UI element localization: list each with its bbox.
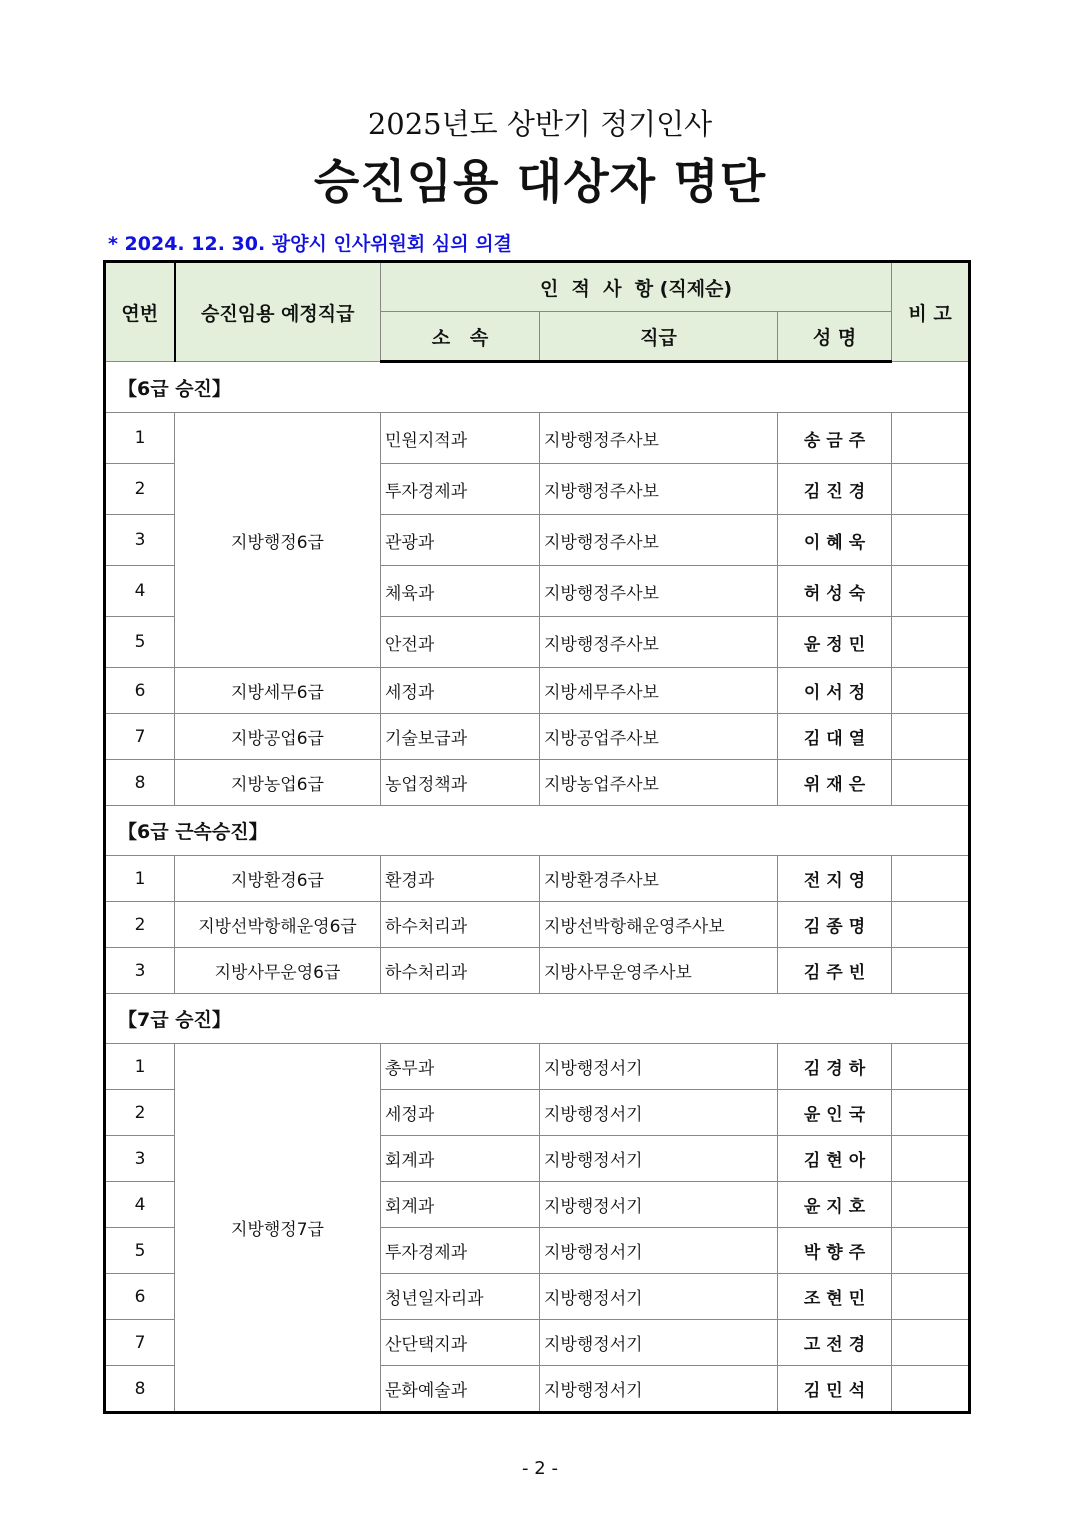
table-row [105, 413, 970, 464]
person-name: 고전경 [778, 1320, 892, 1366]
col-target-grade: 승진임용 예정직급 [175, 262, 381, 362]
table-row [105, 760, 970, 806]
department: 민원지적과 [381, 413, 540, 464]
table-row [105, 668, 970, 714]
target-grade: 지방선박항해운영6급 [175, 902, 381, 948]
rank: 지방행정서기 [540, 1320, 778, 1366]
person-name: 김경하 [778, 1044, 892, 1090]
target-grade: 지방환경6급 [175, 856, 381, 902]
person-name: 전지영 [778, 856, 892, 902]
row-number: 1 [105, 1044, 175, 1090]
person-name: 윤정민 [778, 617, 892, 668]
rank: 지방선박항해운영주사보 [540, 902, 778, 948]
row-number: 4 [105, 566, 175, 617]
person-name: 김종명 [778, 902, 892, 948]
person-name: 윤인국 [778, 1090, 892, 1136]
rank: 지방공업주사보 [540, 714, 778, 760]
person-name: 허성숙 [778, 566, 892, 617]
person-name: 박향주 [778, 1228, 892, 1274]
rank: 지방사무운영주사보 [540, 948, 778, 994]
table-row [105, 948, 970, 994]
col-name: 성 명 [778, 312, 892, 362]
row-number: 2 [105, 902, 175, 948]
department: 회계과 [381, 1182, 540, 1228]
person-name: 이서정 [778, 668, 892, 714]
person-name: 김주빈 [778, 948, 892, 994]
document-title: 승진임용 대상자 명단 [313, 155, 767, 210]
rank: 지방농업주사보 [540, 760, 778, 806]
section-header-row [105, 362, 970, 413]
person-name: 조현민 [778, 1274, 892, 1320]
rank: 지방행정서기 [540, 1274, 778, 1320]
rank: 지방행정서기 [540, 1044, 778, 1090]
remarks [892, 902, 970, 948]
page-number: - 2 - [522, 1458, 558, 1479]
row-number: 2 [105, 464, 175, 515]
table-row [105, 1044, 970, 1090]
person-name: 위재은 [778, 760, 892, 806]
document-subtitle: 2025년도 상반기 정기인사 [367, 107, 713, 141]
resolution-note: * 2024. 12. 30. 광양시 인사위원회 심의 의결 [108, 233, 512, 255]
rank: 지방행정주사보 [540, 464, 778, 515]
remarks [892, 1136, 970, 1182]
remarks [892, 714, 970, 760]
remarks [892, 1090, 970, 1136]
row-number: 6 [105, 1274, 175, 1320]
row-number: 7 [105, 1320, 175, 1366]
remarks [892, 1366, 970, 1413]
row-number: 7 [105, 714, 175, 760]
person-name: 김현아 [778, 1136, 892, 1182]
department: 환경과 [381, 856, 540, 902]
person-name: 김진경 [778, 464, 892, 515]
remarks [892, 515, 970, 566]
section-header-row [105, 994, 970, 1044]
rank: 지방행정서기 [540, 1182, 778, 1228]
remarks [892, 856, 970, 902]
department: 투자경제과 [381, 464, 540, 515]
department: 세정과 [381, 1090, 540, 1136]
remarks [892, 464, 970, 515]
table-row [105, 714, 970, 760]
person-name: 김민석 [778, 1366, 892, 1413]
department: 투자경제과 [381, 1228, 540, 1274]
rank: 지방환경주사보 [540, 856, 778, 902]
rank: 지방세무주사보 [540, 668, 778, 714]
row-number: 5 [105, 617, 175, 668]
row-number: 2 [105, 1090, 175, 1136]
department: 세정과 [381, 668, 540, 714]
row-number: 3 [105, 515, 175, 566]
person-name: 이혜욱 [778, 515, 892, 566]
remarks [892, 1274, 970, 1320]
target-grade: 지방세무6급 [175, 668, 381, 714]
remarks [892, 1320, 970, 1366]
department: 기술보급과 [381, 714, 540, 760]
section-title: 【6급 승진】 [105, 362, 970, 413]
department: 회계과 [381, 1136, 540, 1182]
section-header-row [105, 806, 970, 856]
col-remarks: 비 고 [892, 262, 970, 362]
remarks [892, 760, 970, 806]
remarks [892, 566, 970, 617]
person-name: 송금주 [778, 413, 892, 464]
target-grade: 지방행정6급 [175, 413, 381, 668]
row-number: 3 [105, 948, 175, 994]
row-number: 6 [105, 668, 175, 714]
remarks [892, 413, 970, 464]
rank: 지방행정주사보 [540, 413, 778, 464]
row-number: 3 [105, 1136, 175, 1182]
rank: 지방행정주사보 [540, 515, 778, 566]
row-number: 8 [105, 760, 175, 806]
department: 청년일자리과 [381, 1274, 540, 1320]
section-title: 【6급 근속승진】 [105, 806, 970, 856]
section-title: 【7급 승진】 [105, 994, 970, 1044]
target-grade: 지방행정7급 [175, 1044, 381, 1413]
row-number: 4 [105, 1182, 175, 1228]
table-body [105, 362, 970, 1413]
promotion-table [103, 260, 971, 1414]
person-name: 김대열 [778, 714, 892, 760]
remarks [892, 668, 970, 714]
row-number: 1 [105, 413, 175, 464]
target-grade: 지방농업6급 [175, 760, 381, 806]
department: 산단택지과 [381, 1320, 540, 1366]
target-grade: 지방사무운영6급 [175, 948, 381, 994]
rank: 지방행정서기 [540, 1090, 778, 1136]
target-grade: 지방공업6급 [175, 714, 381, 760]
department: 체육과 [381, 566, 540, 617]
rank: 지방행정주사보 [540, 617, 778, 668]
remarks [892, 617, 970, 668]
col-no: 연번 [105, 262, 175, 362]
col-personnel: 인 적 사 항 (직제순) [381, 262, 892, 312]
col-rank: 직급 [540, 312, 778, 362]
person-name: 윤지호 [778, 1182, 892, 1228]
row-number: 1 [105, 856, 175, 902]
rank: 지방행정서기 [540, 1228, 778, 1274]
remarks [892, 948, 970, 994]
col-dept: 소 속 [381, 312, 540, 362]
department: 하수처리과 [381, 948, 540, 994]
department: 하수처리과 [381, 902, 540, 948]
remarks [892, 1044, 970, 1090]
department: 안전과 [381, 617, 540, 668]
department: 농업정책과 [381, 760, 540, 806]
rank: 지방행정주사보 [540, 566, 778, 617]
department: 문화예술과 [381, 1366, 540, 1413]
rank: 지방행정서기 [540, 1366, 778, 1413]
department: 총무과 [381, 1044, 540, 1090]
rank: 지방행정서기 [540, 1136, 778, 1182]
remarks [892, 1182, 970, 1228]
table-row [105, 856, 970, 902]
remarks [892, 1228, 970, 1274]
row-number: 8 [105, 1366, 175, 1413]
department: 관광과 [381, 515, 540, 566]
row-number: 5 [105, 1228, 175, 1274]
table-row [105, 902, 970, 948]
